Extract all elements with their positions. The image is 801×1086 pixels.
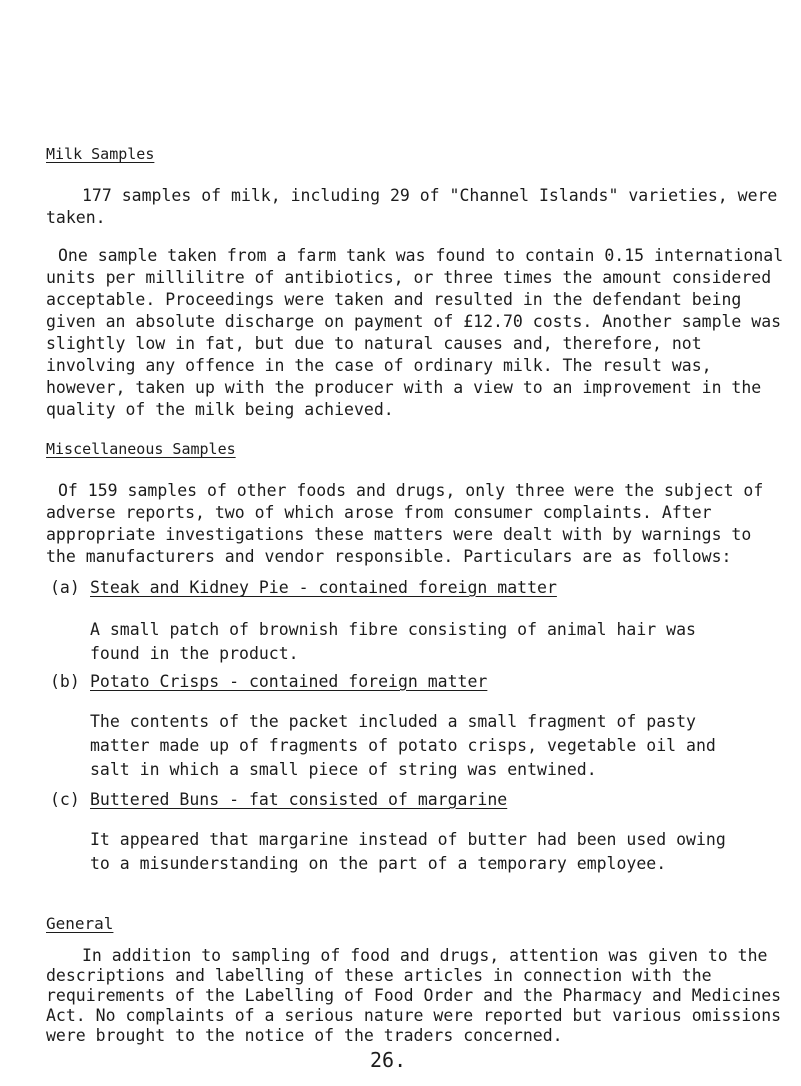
- item-c-body: It appeared that margarine instead of butter had been used owing to a misunderstanding on the part of a temporary employee.: [90, 830, 726, 873]
- item-b-body: The contents of the packet included a small fragment of pasty matter made up of fragments of potato crisps, vegetable oil and salt in which a small piece of string was entwined.: [90, 712, 716, 779]
- item-b-title: Potato Crisps - contained foreign matter: [90, 672, 488, 691]
- misc-para-1: Of 159 samples of other foods and drugs, only three were the subject of adverse reports, two of which arose from consumer complaints. After appropriate investigations these matters were dealt with by warnings to the manufacturers and vendor responsible. Particulars are as follows:: [46, 481, 764, 566]
- item-a-marker: (a): [50, 578, 80, 597]
- milk-samples-heading: Milk Samples: [46, 145, 155, 163]
- general-para-1: In addition to sampling of food and drugs, attention was given to the descriptions and labelling of these articles in connection with the requirements of the Labelling of Food Order and the Pharmacy and Medicines Act. No complaints of a serious nature were reported but various omissions were brought to the notice of the traders concerned.: [46, 946, 782, 1045]
- miscellaneous-samples-heading: Miscellaneous Samples: [46, 440, 236, 458]
- page-number: 26.: [370, 1048, 407, 1072]
- item-b-heading: [50, 672, 487, 691]
- item-c-heading: [50, 790, 507, 809]
- item-c-marker: (c): [50, 790, 80, 809]
- item-a-heading: [50, 578, 557, 597]
- item-c-title: Buttered Buns - fat consisted of margarine: [90, 790, 508, 809]
- item-a-body: A small patch of brownish fibre consisting of animal hair was found in the product.: [90, 620, 696, 663]
- item-a-title: Steak and Kidney Pie - contained foreign matter: [90, 578, 557, 597]
- item-b-marker: (b): [50, 672, 80, 691]
- general-heading: General: [46, 914, 114, 933]
- milk-para-2: One sample taken from a farm tank was found to contain 0.15 international units per millilitre of antibiotics, or three times the amount considered acceptable. Proceedings were taken and resulted in the defendant being given an absolute discharge on payment of £12.70 costs. Another sample was slightly low in fat, but due to natural causes and, therefore, not involving any offence in the case of ordinary milk. The result was, however, taken up with the producer with a view to an improvement in the quality of the milk being achieved.: [46, 246, 784, 419]
- milk-para-1: 177 samples of milk, including 29 of "Channel Islands" varieties, were taken.: [46, 186, 778, 227]
